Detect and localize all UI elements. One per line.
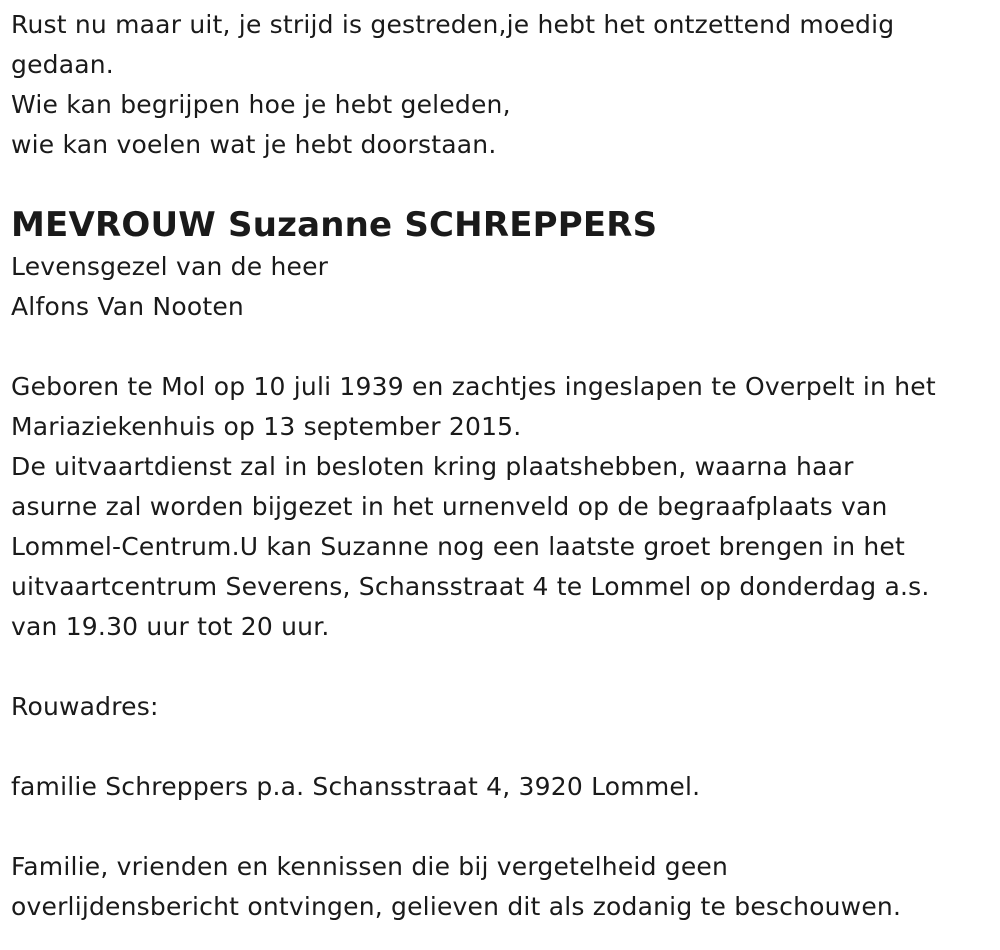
details-line: Lommel-Centrum.U kan Suzanne nog een laatste groet brengen in het bbox=[11, 532, 906, 561]
poem-line: Rust nu maar uit, je strijd is gestreden,je hebt het ontzettend moedig bbox=[11, 10, 895, 39]
spacer bbox=[11, 807, 1000, 847]
spacer bbox=[11, 327, 1000, 367]
details-line: asurne zal worden bijgezet in het urnenveld op de begraafplaats van bbox=[11, 492, 888, 521]
mourning-address: familie Schreppers p.a. Schansstraat 4, 3920 Lommel. bbox=[11, 772, 701, 801]
closing-line: Familie, vrienden en kennissen die bij vergetelheid geen bbox=[11, 852, 729, 881]
poem-line: Wie kan begrijpen hoe je hebt geleden, bbox=[11, 90, 511, 119]
relation-line: Levensgezel van de heer bbox=[11, 252, 329, 281]
relation-section bbox=[11, 247, 1000, 327]
details-line: De uitvaartdienst zal in besloten kring plaatshebben, waarna haar bbox=[11, 452, 854, 481]
poem-line: wie kan voelen wat je hebt doorstaan. bbox=[11, 130, 497, 159]
spacer bbox=[11, 647, 1000, 687]
details-line: Mariaziekenhuis op 13 september 2015. bbox=[11, 412, 522, 441]
deceased-name: MEVROUW Suzanne SCHREPPERS bbox=[11, 205, 658, 245]
poem-line: gedaan. bbox=[11, 50, 114, 79]
closing-line: overlijdensbericht ontvingen, gelieven dit als zodanig te beschouwen. bbox=[11, 892, 902, 921]
details-line: Geboren te Mol op 10 juli 1939 en zachtjes ingeslapen te Overpelt in het bbox=[11, 372, 936, 401]
details-section bbox=[11, 367, 1000, 647]
closing-section bbox=[11, 847, 1000, 927]
poem-section bbox=[11, 0, 1000, 165]
relation-line: Alfons Van Nooten bbox=[11, 292, 244, 321]
details-line: uitvaartcentrum Severens, Schansstraat 4 te Lommel op donderdag a.s. bbox=[11, 572, 930, 601]
details-line: van 19.30 uur tot 20 uur. bbox=[11, 612, 330, 641]
spacer bbox=[11, 727, 1000, 767]
mourning-address-label: Rouwadres: bbox=[11, 692, 159, 721]
